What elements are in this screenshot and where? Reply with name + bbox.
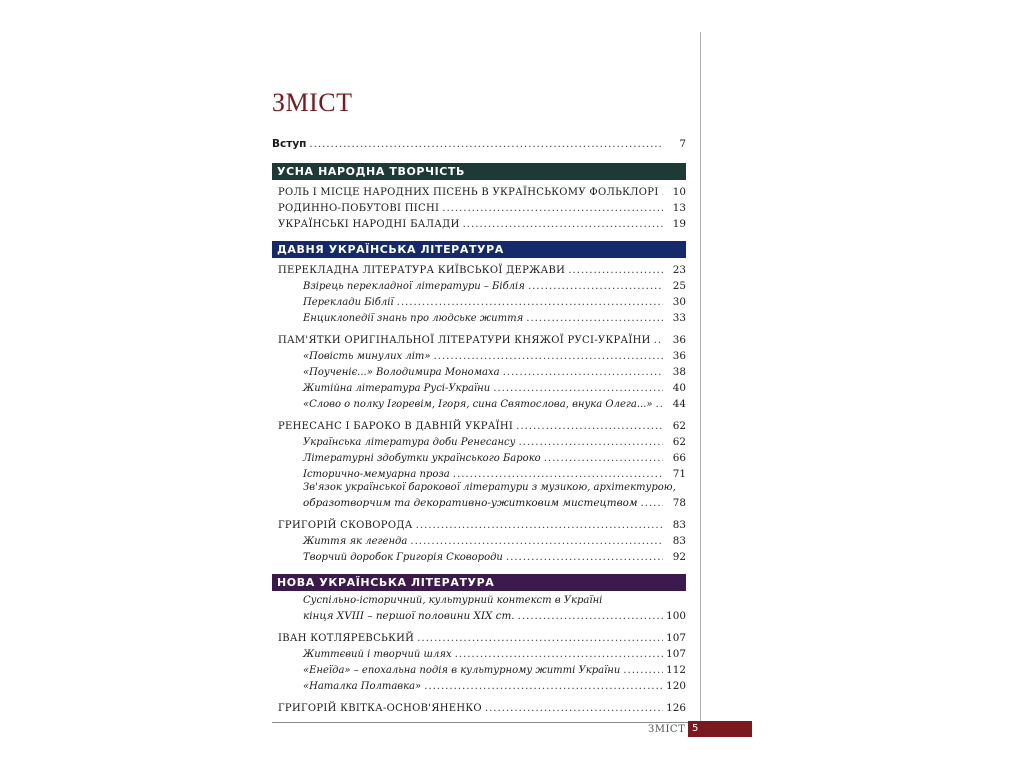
entry-page: 120	[666, 680, 686, 692]
entry-page: 62	[672, 420, 686, 432]
toc-subentry[interactable]	[272, 347, 686, 363]
entry-label: «Слово о полку Ігоревім, Ігоря, сина Святослова, внука Олега...»	[303, 399, 653, 410]
toc-entry[interactable]	[272, 516, 686, 532]
entry-page: 19	[672, 218, 686, 230]
leader-dots	[654, 334, 663, 347]
entry-label: Життєвий і творчий шлях	[303, 649, 452, 660]
entry-label: УКРАЇНСЬКІ НАРОДНІ БАЛАДИ	[278, 219, 460, 230]
entry-page: 33	[672, 312, 686, 324]
section-ancient	[272, 241, 686, 564]
leader-dots	[455, 648, 663, 661]
entry-page: 107	[666, 648, 686, 660]
entry-page: 107	[666, 632, 686, 644]
entry-page: 62	[672, 436, 686, 448]
entry-page: 36	[672, 334, 686, 346]
toc-entry[interactable]	[272, 331, 686, 347]
entry-page: 112	[666, 664, 686, 676]
leader-dots	[518, 436, 663, 449]
leader-dots	[434, 350, 664, 363]
entry-label: РОЛЬ І МІСЦЕ НАРОДНИХ ПІСЕНЬ В УКРАЇНСЬКОМУ ФОЛЬКЛОРІ	[278, 187, 659, 198]
entry-page: 83	[672, 535, 686, 547]
toc-subentry[interactable]	[272, 548, 686, 564]
entry-label: «Енеїда» – епохальна подія в культурному житті України	[303, 665, 621, 676]
entry-label: Енциклопедії знань про людське життя	[303, 313, 524, 324]
toc-entry[interactable]	[272, 199, 686, 215]
entry-label: «Поученіє...» Володимира Мономаха	[303, 367, 500, 378]
toc-entry[interactable]	[272, 699, 686, 715]
entry-label: Літературні здобутки українського Бароко	[303, 453, 541, 464]
entry-page: 71	[672, 468, 686, 480]
entry-page: 38	[672, 366, 686, 378]
leader-dots	[641, 497, 664, 510]
entry-page: 13	[672, 202, 686, 214]
leader-dots	[417, 632, 663, 645]
entry-label: Українська література доби Ренесансу	[303, 437, 516, 448]
toc-entry[interactable]	[272, 417, 686, 433]
entry-page: 10	[672, 186, 686, 198]
entry-label: Історично-мемуарна проза	[303, 469, 450, 480]
leader-dots	[568, 264, 663, 277]
entry-label-line1: Зв'язок української барокової літератури з музикою, архітектурою,	[303, 482, 676, 493]
toc-subentry[interactable]	[272, 395, 686, 411]
entry-page: 83	[672, 519, 686, 531]
entry-page: 66	[672, 452, 686, 464]
margin-divider	[700, 32, 701, 736]
entry-label-line2: кінця XVIII – першої половини XIX ст.	[303, 610, 515, 622]
entry-label: «Наталка Полтавка»	[303, 681, 422, 692]
toc-entry[interactable]	[272, 629, 686, 645]
entry-label: Життя як легенда	[303, 536, 408, 547]
entry-page: 44	[672, 398, 686, 410]
leader-dots	[442, 202, 663, 215]
leader-dots	[518, 610, 663, 623]
table-of-contents	[272, 135, 686, 725]
section-header: ДАВНЯ УКРАЇНСЬКА ЛІТЕРАТУРА	[272, 241, 686, 258]
toc-intro-entry[interactable]	[272, 135, 686, 151]
leader-dots	[526, 312, 663, 325]
section-header: НОВА УКРАЇНСЬКА ЛІТЕРАТУРА	[272, 574, 686, 591]
entry-label: РЕНЕСАНС І БАРОКО В ДАВНІЙ УКРАЇНІ	[278, 421, 514, 432]
leader-dots	[506, 551, 663, 564]
leader-dots	[410, 535, 663, 548]
toc-entry[interactable]	[272, 183, 686, 199]
leader-dots	[662, 186, 663, 199]
leader-dots	[516, 420, 663, 433]
entry-page: 78	[672, 497, 686, 509]
footer-section-label: ЗМІСТ	[648, 724, 686, 735]
toc-subentry[interactable]	[272, 661, 686, 677]
page-title: ЗМІСТ	[272, 88, 353, 117]
entry-label: «Повість минулих літ»	[303, 351, 431, 362]
toc-entry[interactable]	[272, 261, 686, 277]
entry-page: 23	[672, 264, 686, 276]
section-folk	[272, 163, 686, 231]
leader-dots	[528, 280, 663, 293]
entry-label: ПЕРЕКЛАДНА ЛІТЕРАТУРА КИЇВСЬКОЇ ДЕРЖАВИ	[278, 265, 566, 276]
entry-label: ПАМ'ЯТКИ ОРИГІНАЛЬНОЇ ЛІТЕРАТУРИ КНЯЖОЇ РУСІ-УКРАЇНИ	[278, 335, 651, 346]
toc-subentry[interactable]	[272, 645, 686, 661]
entry-label-line1: Суспільно-історичний, культурний контекст в Україні	[303, 595, 603, 606]
toc-subentry[interactable]	[272, 465, 686, 481]
footer-rule	[272, 722, 700, 723]
toc-subentry[interactable]	[272, 379, 686, 395]
entry-label: ГРИГОРІЙ СКОВОРОДА	[278, 520, 413, 531]
leader-dots	[485, 702, 663, 715]
entry-label: Житійна література Русі-України	[303, 383, 491, 394]
footer-page-number: 5	[688, 721, 752, 737]
entry-label: Взірець перекладної літератури – Біблія	[303, 281, 525, 292]
toc-subentry[interactable]	[272, 433, 686, 449]
leader-dots	[416, 519, 663, 532]
entry-label-line2: образотворчим та декоративно-ужитковим мистецтвом	[303, 497, 638, 509]
entry-label: ІВАН КОТЛЯРЕВСЬКИЙ	[278, 633, 415, 644]
toc-subentry[interactable]	[272, 293, 686, 309]
toc-subentry[interactable]	[272, 449, 686, 465]
leader-dots	[503, 366, 663, 379]
entry-page: 40	[672, 382, 686, 394]
leader-dots	[623, 664, 663, 677]
entry-label: Переклади Біблії	[303, 297, 394, 308]
entry-page: 92	[672, 551, 686, 563]
toc-subentry[interactable]	[272, 532, 686, 548]
entry-page: 36	[672, 350, 686, 362]
entry-label: Вступ	[272, 138, 307, 150]
toc-subentry[interactable]	[272, 363, 686, 379]
leader-dots	[397, 296, 663, 309]
toc-subentry-multiline[interactable]	[272, 481, 686, 510]
section-new	[272, 574, 686, 715]
leader-dots	[424, 680, 663, 693]
toc-subentry[interactable]	[272, 309, 686, 325]
leader-dots	[544, 452, 663, 465]
toc-subentry[interactable]	[272, 677, 686, 693]
entry-page: 25	[672, 280, 686, 292]
entry-label: ГРИГОРІЙ КВІТКА-ОСНОВ'ЯНЕНКО	[278, 703, 482, 714]
leader-dots	[656, 398, 663, 411]
leader-dots	[493, 382, 663, 395]
entry-label: РОДИННО-ПОБУТОВІ ПІСНІ	[278, 203, 440, 214]
leader-dots	[309, 138, 663, 151]
toc-subentry[interactable]	[272, 277, 686, 293]
section-header: УСНА НАРОДНА ТВОРЧІСТЬ	[272, 163, 686, 180]
toc-entry[interactable]	[272, 215, 686, 231]
entry-page: 30	[672, 296, 686, 308]
entry-page: 126	[666, 702, 686, 714]
leader-dots	[463, 218, 663, 231]
entry-label: Творчий доробок Григорія Сковороди	[303, 552, 503, 563]
leader-dots	[453, 468, 663, 481]
toc-subentry-multiline[interactable]	[272, 594, 686, 623]
entry-page: 7	[679, 138, 686, 150]
entry-page: 100	[666, 610, 686, 622]
